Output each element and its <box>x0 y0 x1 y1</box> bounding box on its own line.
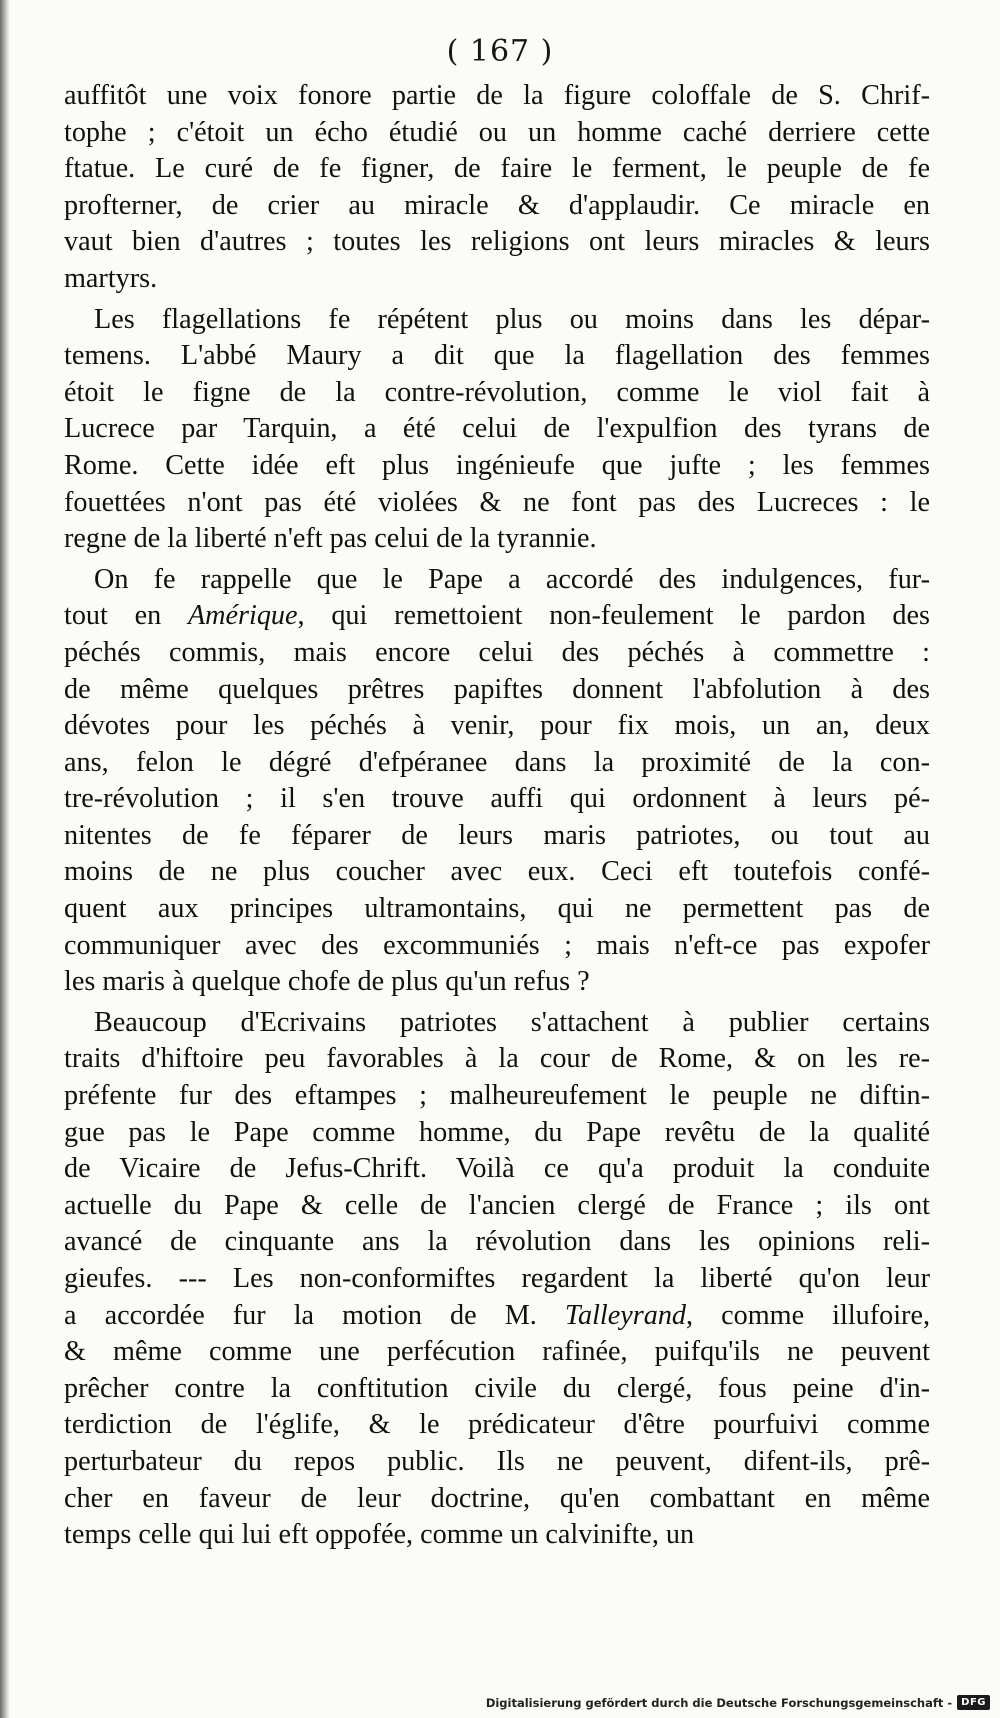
page-number: ( 167 ) <box>446 34 554 69</box>
text-line: temps celle qui lui eft oppofée, comme un calvinifte, un <box>64 1519 695 1551</box>
text-line: a accordée fur la motion de M. Talleyrand, comme illufoire, <box>64 1299 930 1331</box>
text-line: péchés commis, mais encore celui des péchés à commettre : <box>64 636 930 668</box>
text-line: avancé de cinquante ans la révolution dans les opinions reli- <box>64 1226 930 1258</box>
text-line: tre-révolution ; il s'en trouve auffi qui ordonnent à leurs pé- <box>64 783 930 815</box>
italic-name: Talleyrand <box>564 1299 687 1331</box>
text-line: tout en Amérique, qui remettoient non-feulement le pardon des <box>64 600 930 632</box>
paragraph <box>64 562 930 1001</box>
text-line: actuelle du Pape & celle de l'ancien clergé de France ; ils ont <box>64 1189 930 1221</box>
text-line: & même comme une perfécution rafinée, puifqu'ils ne peuvent <box>64 1336 930 1368</box>
paragraph <box>64 78 930 298</box>
text-line: ans, felon le dégré d'efpéranee dans la proximité de la con- <box>64 746 930 778</box>
text-line: les maris à quelque chofe de plus qu'un refus ? <box>64 966 590 998</box>
text-line: temens. L'abbé Maury a dit que la flagellation des femmes <box>64 340 930 372</box>
dfg-logo: DFG <box>957 1695 990 1710</box>
text-line: nitentes de fe féparer de leurs maris patriotes, ou tout au <box>64 819 930 851</box>
text-line: cher en faveur de leur doctrine, qu'en combattant en même <box>64 1482 930 1514</box>
text-line: terdiction de l'églife, & le prédicateur d'être pourfuivi comme <box>64 1409 930 1441</box>
text-line: perturbateur du repos public. Ils ne peuvent, difent-ils, prê- <box>64 1445 930 1477</box>
text-line: ftatue. Le curé de fe figner, de faire le ferment, le peuple de fe <box>64 153 930 185</box>
text-line: étoit le figne de la contre-révolution, comme le viol fait à <box>64 376 930 408</box>
text-line: quent aux principes ultramontains, qui ne permettent pas de <box>64 893 930 925</box>
text-line: tophe ; c'étoit un écho étudié ou un homme caché derriere cette <box>64 116 930 148</box>
footer-credit <box>486 1695 990 1710</box>
text-line: martyrs. <box>64 262 158 294</box>
text-line: de même quelques prêtres papiftes donnent l'abfolution à des <box>64 673 930 705</box>
paragraph <box>64 1005 930 1554</box>
text-line: de Vicaire de Jefus-Chrift. Voilà ce qu'a produit la conduite <box>64 1153 930 1185</box>
paragraph <box>64 302 930 558</box>
body-text <box>64 78 930 1558</box>
text-line: Les flagellations fe répétent plus ou moins dans les dépar- <box>94 303 930 335</box>
text-line: prêcher contre la conftitution civile du clergé, fous peine d'in- <box>64 1372 930 1404</box>
text-line: traits d'hiftoire peu favorables à la cour de Rome, & on les re- <box>64 1043 930 1075</box>
text-line: communiquer avec des excommuniés ; mais n'eft-ce pas expofer <box>64 929 930 961</box>
text-line: vaut bien d'autres ; toutes les religions ont leurs miracles & leurs <box>64 226 930 258</box>
text-line: dévotes pour les péchés à venir, pour fix mois, un an, deux <box>64 710 930 742</box>
text-line: gieufes. --- Les non-conformiftes regardent la liberté qu'on leur <box>64 1263 930 1294</box>
italic-name: Amérique <box>187 600 298 632</box>
text-line: regne de la liberté n'eft pas celui de la tyrannie. <box>64 523 597 555</box>
text-line: Rome. Cette idée eft plus ingénieufe que jufte ; les femmes <box>64 449 930 481</box>
text-line: profterner, de crier au miracle & d'applaudir. Ce miracle en <box>64 189 930 221</box>
text-line: On fe rappelle que le Pape a accordé des indulgences, fur- <box>94 563 930 595</box>
text-line: Beaucoup d'Ecrivains patriotes s'attachent à publier certains <box>94 1006 930 1038</box>
page-edge-shadow <box>0 0 10 1718</box>
text-line: préfente fur des eftampes ; malheureufement le peuple ne diftin- <box>64 1080 930 1112</box>
text-line: fouettées n'ont pas été violées & ne font pas des Lucreces : le <box>64 486 930 518</box>
text-line: auffitôt une voix fonore partie de la figure coloffale de S. Chrif- <box>64 80 930 111</box>
footer-text: Digitalisierung gefördert durch die Deutsche Forschungsgemeinschaft - <box>485 1695 953 1710</box>
text-line: Lucrece par Tarquin, a été celui de l'expulfion des tyrans de <box>64 413 930 445</box>
text-line: moins de ne plus coucher avec eux. Ceci eft toutefois confé- <box>64 856 930 888</box>
text-line: gue pas le Pape comme homme, du Pape revêtu de la qualité <box>64 1116 930 1148</box>
